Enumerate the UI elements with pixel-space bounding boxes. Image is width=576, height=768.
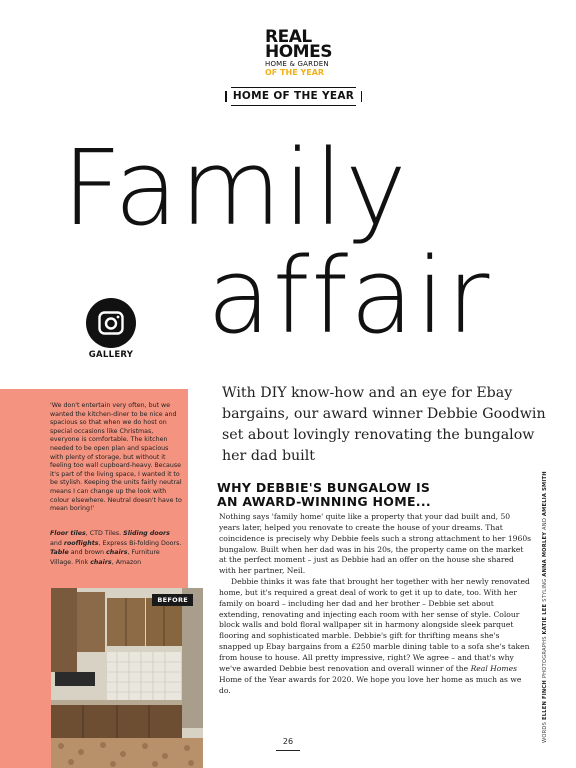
- article-body: [219, 512, 532, 696]
- product-credits: [50, 529, 182, 567]
- subhead-line-2: AN AWARD-WINNING HOME...: [217, 493, 431, 509]
- section-label: HOME OF THE YEAR: [231, 87, 356, 106]
- credit-photo-name: KATIE LEE: [542, 603, 548, 635]
- credit-words-name: ELLEN FINCH: [542, 680, 548, 721]
- gallery-button[interactable]: [86, 298, 136, 348]
- pull-quote: 'We don't entertain very often, but we wanted the kitchen-diner to be nice and spacious so that when we do host on special occasions like Christmas, everyone is comfortable. The kitchen needed to be open plan and spacious with plenty of storage, but without it feeling too wall cupboard-heavy. Because it's part of the living space, I wanted it to be stylish. Keeping the units fairly neutral means I can change up the look with colour elsewhere. Neutral doesn't have to mean boring!': [50, 402, 182, 513]
- logo-line-of-the-year: OF THE YEAR: [265, 68, 325, 77]
- logo-line-home-garden: HOME & GARDEN: [265, 60, 329, 68]
- title-line-1: Family: [62, 127, 409, 249]
- before-label: BEFORE: [152, 594, 193, 606]
- body-paragraph-2: [219, 577, 532, 696]
- subhead-line-1: WHY DEBBIE'S BUNGALOW IS: [217, 480, 431, 495]
- kitchen-illustration: [51, 588, 203, 768]
- real-homes-logo: [265, 27, 365, 77]
- standfirst: With DIY know-how and an eye for Ebay bargains, our award winner Debbie Goodwin set about lovingly renovating the bungalow her dad built: [222, 385, 546, 464]
- page-number: 26: [276, 737, 300, 746]
- title-line-2: affair: [207, 235, 492, 357]
- logo-line-real: REAL: [265, 27, 312, 47]
- credit-doors-text: , Express Bi-folding Doors.: [98, 539, 182, 547]
- side-credit: [542, 443, 548, 743]
- credit-words-label: WORDS: [542, 721, 548, 743]
- body-paragraph-2-b: Home of the Year awards for 2020. We hope you love her home as much as we do.: [219, 674, 522, 695]
- credit-chairs-label: chairs: [106, 549, 128, 557]
- credit-photo-label: PHOTOGRAPHS: [542, 636, 548, 679]
- credit-table-text: , Furniture Village. Pink: [50, 549, 160, 566]
- gallery-label[interactable]: GALLERY: [88, 350, 134, 360]
- credit-floor-label: Floor tiles: [50, 530, 86, 537]
- before-photo: [51, 588, 203, 768]
- body-paragraph-1: Nothing says 'family home' quite like a property that your dad built and, 50 years later, helped you renovate to create the house of your dreams. That coincidence is precisely why Debbie feels such a strong attachment to her 1960s bungalow. Built when her dad was in his 20s, the property came on the market at the perfect moment – just as Debbie had an offer on the house she shared with her partner, Neil.: [219, 512, 532, 576]
- credit-pink-text: , Amazon: [111, 558, 142, 566]
- subhead: [217, 481, 517, 508]
- credit-table-label: Table: [50, 549, 69, 557]
- credit-doors-and: and: [50, 539, 64, 547]
- credit-pink-chairs-label: chairs: [90, 558, 112, 566]
- body-paragraph-2-a: Debbie thinks it was fate that brought her together with her newly renovated home, but it's required a great deal of work to get it up to date, too. With her family on board – including her dad and her brother – Debbie set about extending, renovating and injecting each room with her sense of style. Colour block walls and bold floral wallpaper sit in harmony alongside sleek parquet flooring and sophisticated marble. Debbie's gift for thrifting means she's snapped up Ebay bargains from a £250 marble dining table to a sofa she's taken from house to house. All pretty impressive, right? We agree – and that's why we've awarded Debbie best renovation and overall winner of the: [219, 577, 530, 673]
- camera-icon: [98, 311, 124, 335]
- credit-floor-text: , CTD Tiles.: [85, 530, 124, 537]
- credit-styling-label: STYLING: [542, 578, 548, 602]
- credit-doors-label: Sliding doors: [123, 530, 170, 537]
- body-paragraph-2-italic: Real Homes: [470, 663, 517, 673]
- credit-rooflights-label: rooflights: [63, 539, 99, 547]
- credit-and: AND: [542, 517, 548, 530]
- credit-styling-name-2: AMELIA SMITH: [542, 471, 548, 517]
- logo-line-homes: HOMES: [265, 42, 332, 62]
- credit-styling-name: ANNA MORLEY: [542, 531, 548, 577]
- credit-table-mid: and brown: [68, 549, 107, 557]
